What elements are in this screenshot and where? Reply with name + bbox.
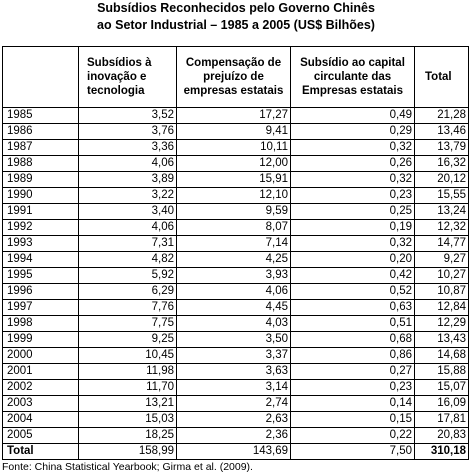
working-capital-cell: 0,68 bbox=[291, 332, 415, 348]
table-row bbox=[3, 380, 469, 396]
header-year bbox=[3, 47, 79, 108]
innovation-subsidy-cell: 15,03 bbox=[79, 412, 177, 428]
total-cell: 14,68 bbox=[415, 348, 469, 364]
working-capital-cell: 0,32 bbox=[291, 236, 415, 252]
total-cell: 16,09 bbox=[415, 396, 469, 412]
innovation-subsidy-cell: 4,06 bbox=[79, 220, 177, 236]
table-row bbox=[3, 268, 469, 284]
table-row bbox=[3, 252, 469, 268]
table-row bbox=[3, 124, 469, 140]
total-cell: 13,46 bbox=[415, 124, 469, 140]
year-cell: 1986 bbox=[3, 124, 79, 140]
table-row bbox=[3, 236, 469, 252]
working-capital-cell: 0,22 bbox=[291, 428, 415, 444]
total-working-capital-cell: 7,50 bbox=[291, 444, 415, 460]
table-row bbox=[3, 332, 469, 348]
innovation-subsidy-cell: 4,06 bbox=[79, 156, 177, 172]
total-cell: 14,77 bbox=[415, 236, 469, 252]
working-capital-cell: 0,32 bbox=[291, 172, 415, 188]
working-capital-cell: 0,23 bbox=[291, 188, 415, 204]
table-row bbox=[3, 300, 469, 316]
working-capital-cell: 0,29 bbox=[291, 124, 415, 140]
header-loss-compensation: Compensação de prejuízo de empresas estatais bbox=[177, 47, 291, 108]
working-capital-cell: 0,51 bbox=[291, 316, 415, 332]
innovation-subsidy-cell: 6,29 bbox=[79, 284, 177, 300]
innovation-subsidy-cell: 3,40 bbox=[79, 204, 177, 220]
year-cell: 1985 bbox=[3, 108, 79, 124]
total-cell: 12,84 bbox=[415, 300, 469, 316]
loss-compensation-cell: 12,00 bbox=[177, 156, 291, 172]
loss-compensation-cell: 4,03 bbox=[177, 316, 291, 332]
year-cell: 1989 bbox=[3, 172, 79, 188]
total-cell: 10,27 bbox=[415, 268, 469, 284]
working-capital-cell: 0,52 bbox=[291, 284, 415, 300]
loss-compensation-cell: 3,14 bbox=[177, 380, 291, 396]
working-capital-cell: 0,14 bbox=[291, 396, 415, 412]
innovation-subsidy-cell: 10,45 bbox=[79, 348, 177, 364]
total-cell: 15,88 bbox=[415, 364, 469, 380]
working-capital-cell: 0,63 bbox=[291, 300, 415, 316]
total-cell: 16,32 bbox=[415, 156, 469, 172]
table-row bbox=[3, 172, 469, 188]
total-cell: 12,29 bbox=[415, 316, 469, 332]
table-row bbox=[3, 140, 469, 156]
innovation-subsidy-cell: 7,31 bbox=[79, 236, 177, 252]
year-cell: 1999 bbox=[3, 332, 79, 348]
year-cell: 1987 bbox=[3, 140, 79, 156]
total-cell: 20,12 bbox=[415, 172, 469, 188]
total-label: Total bbox=[3, 444, 79, 460]
total-cell: 13,43 bbox=[415, 332, 469, 348]
innovation-subsidy-cell: 11,98 bbox=[79, 364, 177, 380]
subsidies-table bbox=[2, 46, 469, 460]
loss-compensation-cell: 3,93 bbox=[177, 268, 291, 284]
year-cell: 2000 bbox=[3, 348, 79, 364]
innovation-subsidy-cell: 13,21 bbox=[79, 396, 177, 412]
total-cell: 17,81 bbox=[415, 412, 469, 428]
working-capital-cell: 0,49 bbox=[291, 108, 415, 124]
loss-compensation-cell: 2,36 bbox=[177, 428, 291, 444]
year-cell: 1988 bbox=[3, 156, 79, 172]
innovation-subsidy-cell: 11,70 bbox=[79, 380, 177, 396]
total-cell: 9,27 bbox=[415, 252, 469, 268]
table-title-line-2: ao Setor Industrial – 1985 a 2005 (US$ Bilhões) bbox=[97, 18, 375, 32]
loss-compensation-cell: 4,25 bbox=[177, 252, 291, 268]
year-cell: 1993 bbox=[3, 236, 79, 252]
innovation-subsidy-cell: 4,82 bbox=[79, 252, 177, 268]
working-capital-cell: 0,25 bbox=[291, 204, 415, 220]
innovation-subsidy-cell: 7,75 bbox=[79, 316, 177, 332]
table-row bbox=[3, 220, 469, 236]
table-header-row bbox=[3, 47, 469, 108]
table-body bbox=[3, 108, 469, 460]
working-capital-cell: 0,19 bbox=[291, 220, 415, 236]
total-cell: 20,83 bbox=[415, 428, 469, 444]
year-cell: 1994 bbox=[3, 252, 79, 268]
loss-compensation-cell: 10,11 bbox=[177, 140, 291, 156]
working-capital-cell: 0,27 bbox=[291, 364, 415, 380]
table-row bbox=[3, 396, 469, 412]
working-capital-cell: 0,26 bbox=[291, 156, 415, 172]
total-innovation-subsidy-cell: 158,99 bbox=[79, 444, 177, 460]
year-cell: 2003 bbox=[3, 396, 79, 412]
year-cell: 2004 bbox=[3, 412, 79, 428]
table-row bbox=[3, 108, 469, 124]
loss-compensation-cell: 2,63 bbox=[177, 412, 291, 428]
year-cell: 1990 bbox=[3, 188, 79, 204]
table-row bbox=[3, 284, 469, 300]
total-cell: 13,24 bbox=[415, 204, 469, 220]
loss-compensation-cell: 2,74 bbox=[177, 396, 291, 412]
working-capital-cell: 0,42 bbox=[291, 268, 415, 284]
working-capital-cell: 0,20 bbox=[291, 252, 415, 268]
table-row bbox=[3, 412, 469, 428]
innovation-subsidy-cell: 7,76 bbox=[79, 300, 177, 316]
working-capital-cell: 0,15 bbox=[291, 412, 415, 428]
loss-compensation-cell: 8,07 bbox=[177, 220, 291, 236]
total-loss-compensation-cell: 143,69 bbox=[177, 444, 291, 460]
innovation-subsidy-cell: 3,76 bbox=[79, 124, 177, 140]
total-total-cell: 310,18 bbox=[415, 444, 469, 460]
innovation-subsidy-cell: 5,92 bbox=[79, 268, 177, 284]
year-cell: 1992 bbox=[3, 220, 79, 236]
innovation-subsidy-cell: 3,52 bbox=[79, 108, 177, 124]
loss-compensation-cell: 4,06 bbox=[177, 284, 291, 300]
table-row bbox=[3, 364, 469, 380]
table-row bbox=[3, 348, 469, 364]
total-cell: 21,28 bbox=[415, 108, 469, 124]
year-cell: 1996 bbox=[3, 284, 79, 300]
working-capital-cell: 0,32 bbox=[291, 140, 415, 156]
year-cell: 2001 bbox=[3, 364, 79, 380]
table-row bbox=[3, 428, 469, 444]
source-note: Fonte: China Statistical Yearbook; Girma et al. (2009). bbox=[2, 461, 253, 473]
total-cell: 10,87 bbox=[415, 284, 469, 300]
innovation-subsidy-cell: 18,25 bbox=[79, 428, 177, 444]
table-row bbox=[3, 188, 469, 204]
year-cell: 1997 bbox=[3, 300, 79, 316]
innovation-subsidy-cell: 3,22 bbox=[79, 188, 177, 204]
loss-compensation-cell: 9,59 bbox=[177, 204, 291, 220]
loss-compensation-cell: 17,27 bbox=[177, 108, 291, 124]
total-cell: 15,55 bbox=[415, 188, 469, 204]
year-cell: 1991 bbox=[3, 204, 79, 220]
header-working-capital-subsidy: Subsídio ao capital circulante das Empresas estatais bbox=[291, 47, 415, 108]
loss-compensation-cell: 12,10 bbox=[177, 188, 291, 204]
loss-compensation-cell: 3,50 bbox=[177, 332, 291, 348]
working-capital-cell: 0,86 bbox=[291, 348, 415, 364]
table-row bbox=[3, 204, 469, 220]
loss-compensation-cell: 7,14 bbox=[177, 236, 291, 252]
loss-compensation-cell: 15,91 bbox=[177, 172, 291, 188]
total-cell: 15,07 bbox=[415, 380, 469, 396]
year-cell: 1998 bbox=[3, 316, 79, 332]
year-cell: 2002 bbox=[3, 380, 79, 396]
total-cell: 12,32 bbox=[415, 220, 469, 236]
table-title-line-1: Subsídios Reconhecidos pelo Governo Chinês bbox=[97, 1, 375, 15]
innovation-subsidy-cell: 3,89 bbox=[79, 172, 177, 188]
innovation-subsidy-cell: 9,25 bbox=[79, 332, 177, 348]
innovation-subsidy-cell: 3,36 bbox=[79, 140, 177, 156]
loss-compensation-cell: 4,45 bbox=[177, 300, 291, 316]
header-total: Total bbox=[415, 47, 469, 108]
table-row bbox=[3, 316, 469, 332]
year-cell: 1995 bbox=[3, 268, 79, 284]
working-capital-cell: 0,23 bbox=[291, 380, 415, 396]
loss-compensation-cell: 3,37 bbox=[177, 348, 291, 364]
loss-compensation-cell: 9,41 bbox=[177, 124, 291, 140]
header-innovation-subsidies: Subsídios à inovação e tecnologia bbox=[79, 47, 177, 108]
loss-compensation-cell: 3,63 bbox=[177, 364, 291, 380]
table-total-row bbox=[3, 444, 469, 460]
table-row bbox=[3, 156, 469, 172]
year-cell: 2005 bbox=[3, 428, 79, 444]
total-cell: 13,79 bbox=[415, 140, 469, 156]
